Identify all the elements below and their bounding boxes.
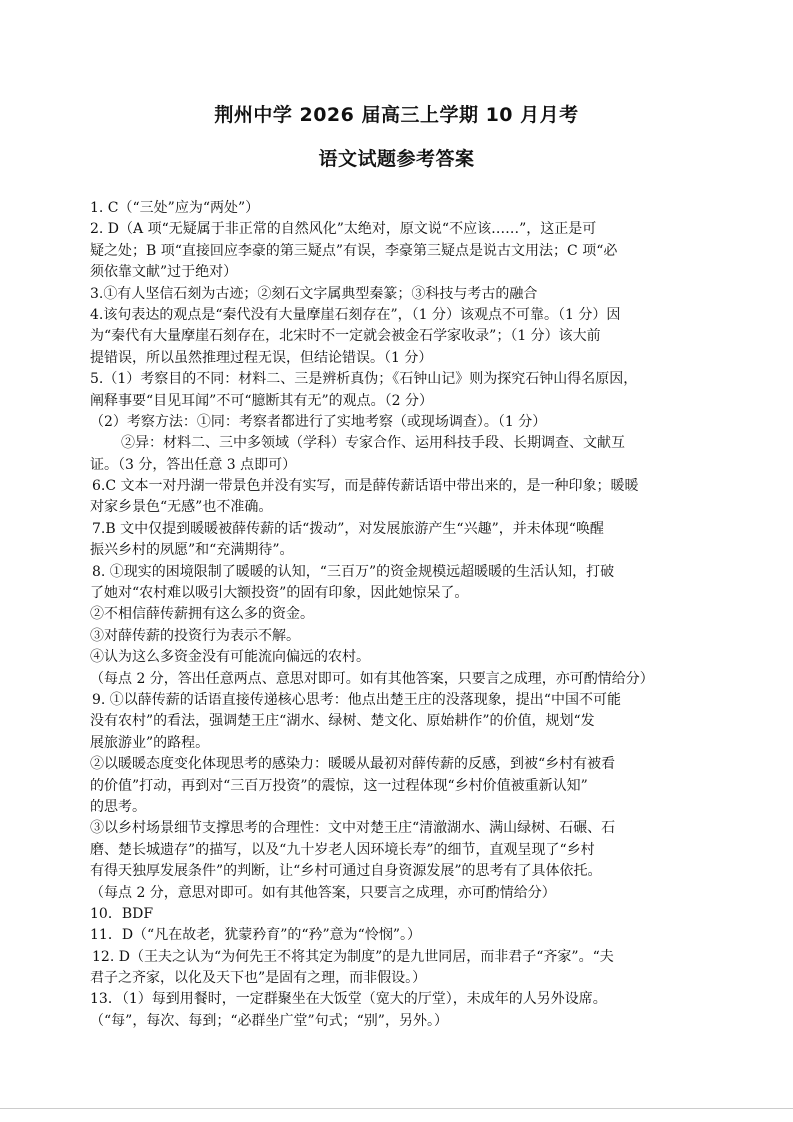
- answer-line: 君子之齐家，以化及天下也”是固有之理，而非假设。）: [90, 970, 427, 987]
- page-title: 荆州中学 2026 届高三上学期 10 月月考: [214, 104, 579, 126]
- answer-line: 1. C（“三处”应为“两处”）: [90, 200, 260, 216]
- answer-line: （每点 2 分，答出任意两点、意思对即可。如有其他答案，只要言之成理，亦可酌情给分）: [90, 670, 654, 687]
- answer-line: 11．D（“凡在故老，犹蒙矜育”的“矜”意为“怜悯”。）: [90, 927, 421, 944]
- answer-line: 磨、楚长城遗存”的描写，以及“九十岁老人因环境长寿”的细节，直观呈现了“乡村: [90, 841, 595, 858]
- answer-line: 5.（1）考察目的不同：材料二、三是辨析真伪；《石钟山记》则为探究石钟山得名原因，: [90, 371, 638, 388]
- answer-line: 没有农村”的看法，强调楚王庄“湖水、绿树、楚文化、原始耕作”的价值，规划“发: [90, 713, 595, 730]
- answer-line: ②以暖暖态度变化体现思考的感染力：暖暖从最初对薛传薪的反感，到被“乡村有被看: [90, 756, 616, 773]
- answer-line: （每点 2 分，意思对即可。如有其他答案，只要言之成理，亦可酌情给分）: [90, 884, 556, 901]
- answer-line: 10．BDF: [90, 905, 154, 922]
- answer-line: ②不相信薛传薪拥有这么多的资金。: [90, 606, 314, 623]
- answer-line: 对家乡景色“无感”也不准确。: [90, 499, 273, 516]
- answer-line: 提错误，所以虽然推理过程无误，但结论错误。（1 分）: [90, 349, 433, 366]
- answer-list: [90, 198, 706, 1032]
- page-bottom-divider: [0, 1108, 793, 1109]
- answer-line: 疑之处；B 项“直接回应李豪的第三疑点”有误，李豪第三疑点是说古文用法；C 项“必: [90, 242, 618, 259]
- answer-line: 6.C 文本一对丹湖一带景色并没有实写，而是薛传薪话语中带出来的，是一种印象；暖暖: [92, 478, 639, 495]
- answer-line: 8. ①现实的困境限制了暖暖的认知，“三百万”的资金规模远超暖暖的生活认知，打破: [92, 563, 615, 580]
- answer-line: 9. ①以薛传薪的话语直接传递核心思考：他点出楚王庄的没落现象，提出“中国不可能: [92, 691, 621, 708]
- answer-line: （“每”，每次、每到；“必群坐广堂”句式；“别”，另外。）: [90, 1012, 448, 1029]
- page-subtitle: 语文试题参考答案: [318, 148, 475, 170]
- answer-line: ④认为这么多资金没有可能流向偏远的农村。: [90, 649, 370, 666]
- answer-line: 证。（3 分，答出任意 3 点即可）: [90, 456, 297, 473]
- answer-line: ②异：材料二、三中多领域（学科）专家合作、运用科技手段、长期调查、文献互: [121, 435, 625, 452]
- answer-line: 3.①有人坚信石刻为古迹；②刻石文字属典型秦篆；③科技与考古的融合: [90, 285, 538, 302]
- answer-line: 为“秦代有大量摩崖石刻存在，北宋时不一定就会被金石学家收录”；（1 分）该大前: [90, 328, 601, 345]
- answer-line: 了她对“农村难以吸引大额投资”的固有印象，因此她惊呆了。: [90, 585, 469, 602]
- answer-line: 4.该句表达的观点是“秦代没有大量摩崖石刻存在”，（1 分）该观点不可靠。（1 分）因: [90, 306, 621, 323]
- answer-line: 阐释事要“目见耳闻”不可“臆断其有无”的观点。（2 分）: [90, 392, 433, 409]
- answer-line: ③以乡村场景细节支撑思考的合理性：文中对楚王庄“清澈湖水、满山绿树、石碾、石: [90, 820, 616, 837]
- answer-line: （2）考察方法：①同：考察者都进行了实地考察（或现场调查）。（1 分）: [90, 413, 547, 430]
- answer-line: 的价值”打动，再到对“三百万投资”的震惊，这一过程体现“乡村价值被重新认知”: [90, 777, 588, 794]
- answer-line: 13．（1）每到用餐时，一定群聚坐在大饭堂（宽大的厅堂），未成年的人另外设席。: [90, 991, 607, 1008]
- answer-line: 有得天独厚发展条件”的判断，让“乡村可通过自身资源发展”的思考有了具体依托。: [90, 863, 602, 880]
- answer-line: 2. D（A 项“无疑属于非正常的自然风化”太绝对，原文说“不应该……”，这正是可: [90, 221, 597, 238]
- answer-line: 的思考。: [90, 798, 146, 815]
- answer-line: 须依靠文献”过于绝对）: [90, 264, 238, 281]
- answer-line: 12. D（王夫之认为“为何先王不将其定为制度”的是九世同居，而非君子“齐家”。“夫: [92, 948, 614, 965]
- answer-line: 展旅游业”的路程。: [90, 734, 210, 751]
- answer-line: 振兴乡村的夙愿”和“充满期待”。: [90, 542, 294, 559]
- answer-line: 7.B 文中仅提到暖暖被薛传薪的话“拨动”，对发展旅游产生“兴趣”，并未体现“唤醒: [92, 520, 604, 537]
- answer-line: ③对薛传薪的投资行为表示不解。: [90, 627, 300, 644]
